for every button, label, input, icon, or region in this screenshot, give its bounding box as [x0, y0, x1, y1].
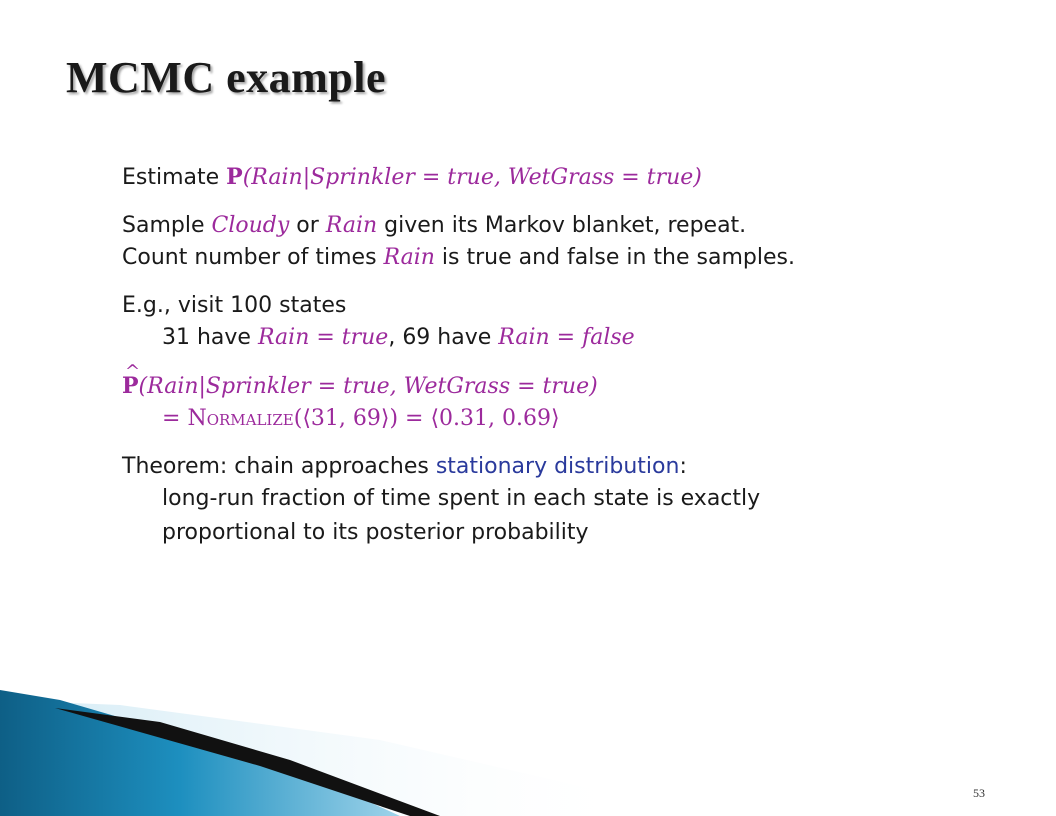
sample-text-2: or	[289, 213, 326, 238]
estimate-expression: (Rain|Sprinkler = true, WetGrass = true)	[242, 165, 702, 190]
long-run-line: long-run fraction of time spent in each state is exactly	[162, 486, 761, 511]
rain-false: Rain = false	[498, 325, 635, 350]
sample-text-3: given its Markov blanket, repeat.	[377, 213, 747, 238]
prob-symbol: P	[226, 164, 243, 190]
have-text-1: 31 have	[162, 325, 258, 350]
stationary-distribution-link[interactable]: stationary distribution	[435, 454, 680, 479]
sample-text-1: Sample	[122, 213, 212, 238]
normalize-result: (⟨31, 69⟩) = ⟨0.31, 0.69⟩	[293, 406, 560, 431]
theorem-colon: :	[679, 454, 687, 479]
proportional-line: proportional to its posterior probability	[162, 520, 589, 545]
slide-title: MCMC example	[66, 53, 387, 102]
eg-line: E.g., visit 100 states	[122, 293, 347, 318]
count-text-1: Count number of times	[122, 245, 384, 270]
rain-var: Rain	[383, 245, 435, 270]
estimate-prefix: Estimate	[122, 165, 227, 190]
have-text-2: , 69 have	[388, 325, 499, 350]
rain-var: Rain	[325, 213, 378, 238]
normalize-fn: Normalize	[187, 406, 294, 431]
rain-true: Rain = true	[257, 325, 389, 350]
cloudy-var: Cloudy	[211, 213, 290, 238]
theorem-text: Theorem: chain approaches	[122, 454, 436, 479]
page-number: 53	[973, 786, 985, 800]
prob-hat-symbol: ^ P	[122, 369, 139, 403]
count-text-2: is true and false in the samples.	[434, 245, 795, 270]
phat-expression: (Rain|Sprinkler = true, WetGrass = true)	[138, 374, 598, 399]
equals-sign: =	[162, 406, 188, 431]
